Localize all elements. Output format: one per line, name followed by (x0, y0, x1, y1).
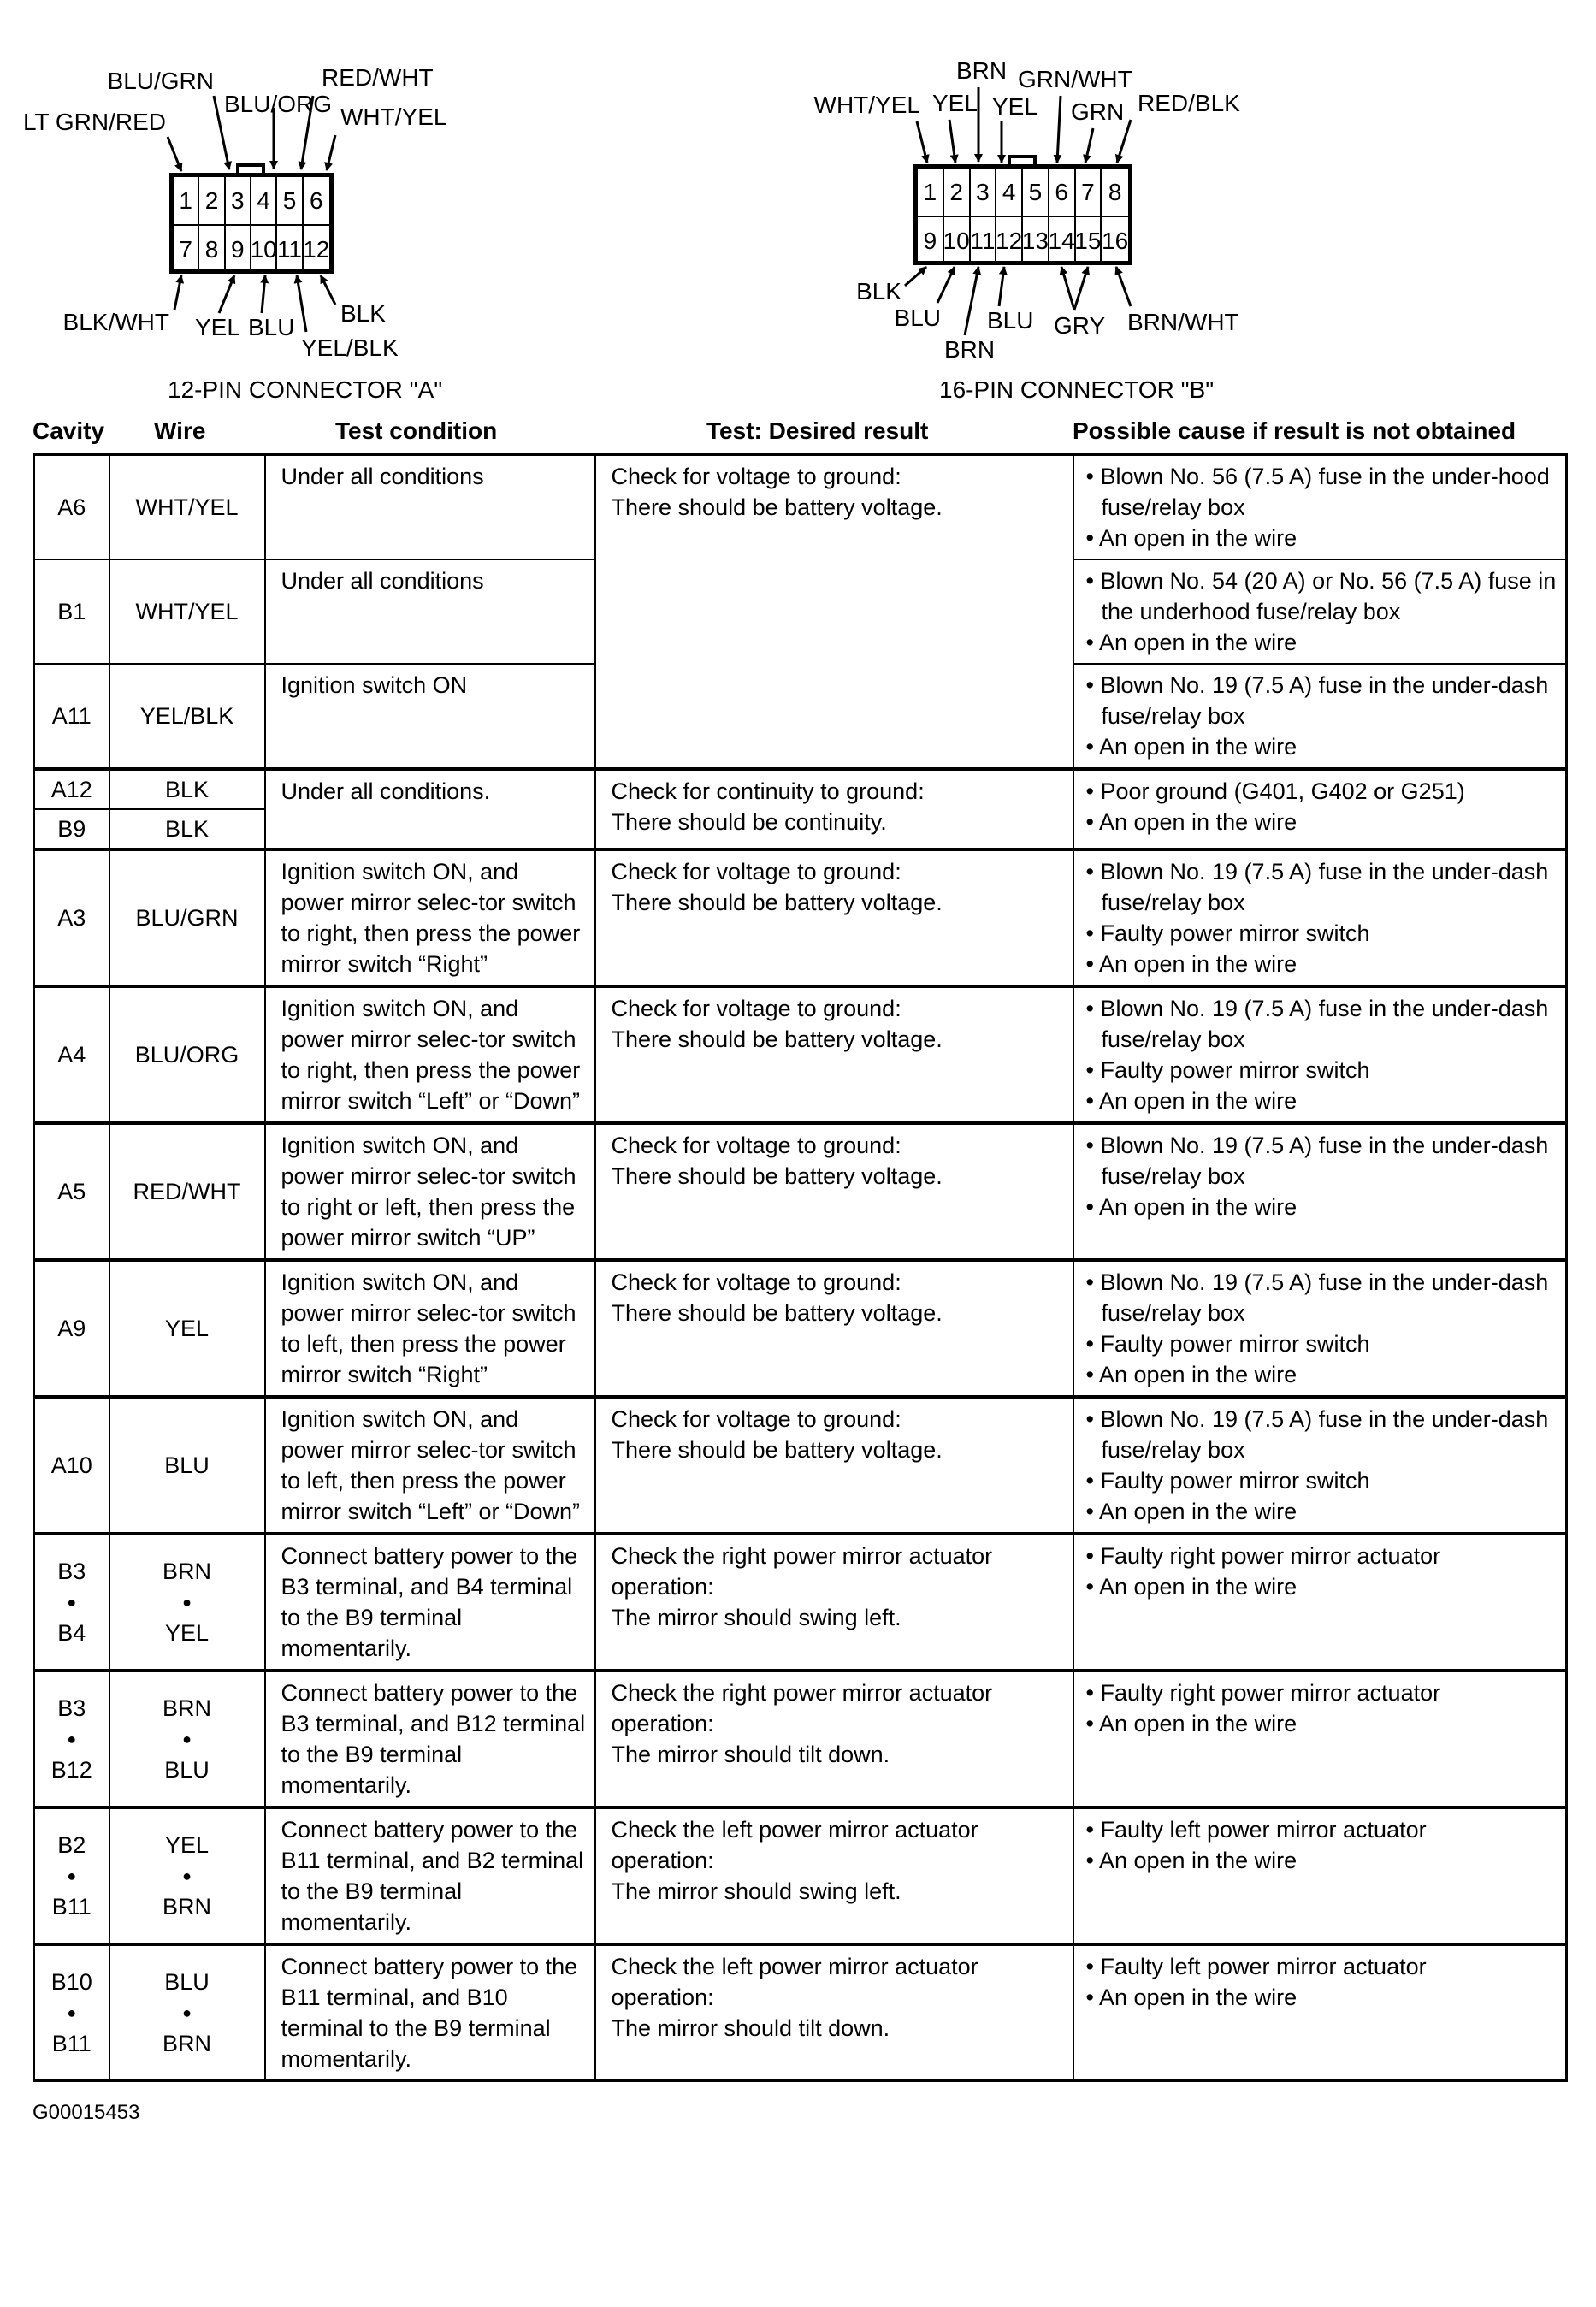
wire-a: BRN (162, 1695, 211, 1721)
cavity-a: B3 (57, 1559, 86, 1584)
test-table (33, 453, 1568, 2082)
arrow-b7 (1085, 128, 1093, 163)
arrow-b2 (949, 120, 955, 163)
wire-cell: BLU/GRN (109, 849, 265, 986)
wire-cell: BLU (109, 1397, 265, 1534)
table-row (34, 1534, 1567, 1671)
connector-b-bottom-row (918, 216, 1128, 264)
header-cavity: Cavity (33, 417, 105, 444)
connector-b-pin-3: 3 (971, 169, 997, 216)
figure-id: G00015453 (33, 2101, 140, 2124)
arrow-b6 (1057, 96, 1061, 163)
cause-item: • Blown No. 19 (7.5 A) fuse in the under-dash fuse/relay box (1085, 996, 1549, 1052)
wire-cell: WHT/YEL (109, 455, 265, 560)
dot-separator: ● (67, 1867, 77, 1884)
wire-cell (109, 1534, 265, 1671)
conn-a-label-pin12: BLK (340, 300, 386, 327)
connector-a-pin-11: 11 (277, 226, 303, 273)
result-cell: Check the left power mirror actuator operation: The mirror should tilt down. (595, 1944, 1073, 2081)
cause-cell (1073, 1260, 1567, 1397)
cause-item: • An open in the wire (1085, 734, 1297, 760)
wire-cell (109, 1671, 265, 1807)
conn-a-label-pin4: BLU/ORG (224, 91, 333, 117)
condition-cell: Under all conditions. (265, 769, 595, 849)
dot-separator: ● (182, 1730, 192, 1748)
wire-cell: RED/WHT (109, 1123, 265, 1260)
cavity-cell: A5 (34, 1123, 109, 1260)
condition-cell: Under all conditions (265, 559, 595, 664)
cavity-cell: B9 (34, 809, 109, 849)
cause-item: • An open in the wire (1085, 1574, 1297, 1600)
cause-item: • Faulty left power mirror actuator (1085, 1817, 1427, 1843)
connector-b-pin-1: 1 (918, 169, 944, 216)
conn-a-label-pin1: LT GRN/RED (23, 109, 166, 135)
condition-cell: Ignition switch ON, and power mirror selec-tor switch to right or left, then press the power mirror switch “UP” (265, 1123, 595, 1260)
connector-a-pin-6: 6 (310, 186, 323, 214)
cause-item: • Poor ground (G401, G402 or G251) (1085, 778, 1465, 804)
conn-b-label-pin6: GRN/WHT (1018, 66, 1132, 92)
connector-b-pin-7: 7 (1076, 169, 1102, 216)
cause-cell (1073, 769, 1567, 849)
conn-a-label-pin11: YEL/BLK (301, 334, 399, 361)
connector-b-pin-11: 11 (971, 217, 997, 264)
table-row (34, 849, 1567, 986)
cause-item: • An open in the wire (1085, 951, 1297, 977)
cause-item: • Faulty power mirror switch (1085, 920, 1370, 946)
cause-item: • Blown No. 56 (7.5 A) fuse in the under-hood fuse/relay box (1085, 464, 1550, 520)
cause-item: • Faulty power mirror switch (1085, 1331, 1370, 1357)
dot-separator: ● (182, 1594, 192, 1611)
wire-a: BLU (164, 1969, 210, 1995)
conn-b-label-pin7: GRN (1071, 98, 1125, 125)
connector-a-pin-3: 3 (226, 177, 251, 224)
condition-cell: Ignition switch ON, and power mirror selec-tor switch to left, then press the power mirror switch “Left” or “Down” (265, 1397, 595, 1534)
cause-item: • Faulty left power mirror actuator (1085, 1954, 1427, 1979)
cause-cell (1073, 1534, 1567, 1671)
arrow-b15 (1074, 267, 1088, 310)
cause-cell (1073, 986, 1567, 1123)
cavity-a: B10 (50, 1969, 92, 1995)
condition-cell: Connect battery power to the B11 terminal, and B2 terminal to the B9 terminal momentarily. (265, 1807, 595, 1944)
cavity-a: B3 (57, 1695, 86, 1721)
header-possible-cause: Possible cause if result is not obtained (1073, 417, 1516, 444)
connector-diagrams (0, 0, 1596, 409)
cavity-cell: A10 (34, 1397, 109, 1534)
table-row (34, 1671, 1567, 1807)
arrow-b16 (1116, 267, 1131, 306)
conn-b-label-pin4: YEL (992, 93, 1037, 120)
result-cell: Check for voltage to ground: There should be battery voltage. (595, 986, 1073, 1123)
wire-cell: YEL (109, 1260, 265, 1397)
wire-cell: BLK (109, 769, 265, 809)
connector-b-pin-13: 13 (1023, 217, 1049, 264)
connector-a-bottom-row (174, 224, 329, 273)
cause-cell (1073, 849, 1567, 986)
cause-item: • Faulty power mirror switch (1085, 1057, 1370, 1083)
table-row (34, 455, 1567, 560)
connector-b-pin-2: 2 (944, 169, 971, 216)
conn-b-label-pin10: BLU (894, 305, 941, 331)
cavity-b: B4 (57, 1620, 86, 1646)
dot-separator: ● (67, 1594, 77, 1611)
connector-b-top-row (918, 169, 1128, 216)
wire-b: BRN (162, 1894, 211, 1920)
connector-b-pin-8: 8 (1108, 178, 1122, 205)
arrow-b1 (917, 121, 927, 163)
arrow-a12 (321, 275, 335, 305)
cavity-cell (34, 1534, 109, 1671)
condition-cell: Ignition switch ON, and power mirror selec-tor switch to right, then press the power mirror switch “Right” (265, 849, 595, 986)
conn-b-label-pin11: BRN (944, 336, 996, 363)
table-header-row (0, 409, 1596, 453)
result-cell: Check the left power mirror actuator operation: The mirror should swing left. (595, 1807, 1073, 1944)
connector-b-caption: 16-PIN CONNECTOR "B" (939, 376, 1215, 403)
cavity-b: B12 (50, 1757, 92, 1783)
wire-b: BRN (162, 2031, 211, 2056)
wire-a: BRN (162, 1559, 211, 1584)
conn-b-label-pin9: BLK (856, 278, 901, 305)
conn-b-label-pin3: BRN (956, 57, 1008, 84)
condition-cell: Connect battery power to the B3 terminal, and B4 terminal to the B9 terminal momentarily. (265, 1534, 595, 1671)
connector-b-pin-6: 6 (1049, 169, 1076, 216)
table-row (34, 1123, 1567, 1260)
cavity-cell: A4 (34, 986, 109, 1123)
conn-a-label-pin6: WHT/YEL (340, 104, 447, 130)
conn-a-label-pin3: BLU/GRN (107, 68, 214, 94)
result-cell: Check for voltage to ground: There should be battery voltage. (595, 1260, 1073, 1397)
connector-a-pin-12: 12 (303, 235, 330, 263)
connector-b-pin-5: 5 (1023, 169, 1049, 216)
cavity-cell: B1 (34, 559, 109, 664)
conn-a-label-pin10: BLU (248, 314, 295, 340)
table-row (34, 1807, 1567, 1944)
cause-cell (1073, 1944, 1567, 2081)
arrow-b14 (1061, 267, 1074, 310)
header-desired-result: Test: Desired result (706, 417, 929, 444)
arrow-b9 (905, 267, 926, 286)
connector-b-body (913, 164, 1132, 265)
cavity-b: B11 (51, 1894, 92, 1920)
cause-item: • Blown No. 54 (20 A) or No. 56 (7.5 A) fuse in the underhood fuse/relay box (1085, 568, 1557, 624)
connector-b-pin-16: 16 (1102, 227, 1129, 254)
wire-cell (109, 1807, 265, 1944)
dot-separator: ● (182, 2004, 192, 2021)
cause-cell (1073, 664, 1567, 769)
header-test-condition: Test condition (335, 417, 498, 444)
cause-item: • Blown No. 19 (7.5 A) fuse in the under-dash fuse/relay box (1085, 1269, 1549, 1326)
arrow-a9 (219, 275, 234, 313)
wire-cell: YEL/BLK (109, 664, 265, 769)
result-cell: Check for voltage to ground: There should be battery voltage. (595, 1123, 1073, 1260)
connector-b-pin-12: 12 (996, 217, 1023, 264)
cause-cell (1073, 1671, 1567, 1807)
cause-item: • An open in the wire (1085, 1848, 1297, 1873)
dot-separator: ● (182, 1867, 192, 1884)
result-cell: Check for voltage to ground: There should be battery voltage. (595, 849, 1073, 986)
result-cell: Check the right power mirror actuator operation: The mirror should tilt down. (595, 1671, 1073, 1807)
result-cell: Check the right power mirror actuator operation: The mirror should swing left. (595, 1534, 1073, 1671)
cause-item: • Faulty power mirror switch (1085, 1468, 1370, 1494)
condition-cell: Under all conditions (265, 455, 595, 560)
cause-item: • An open in the wire (1085, 1499, 1297, 1524)
cavity-cell: A12 (34, 769, 109, 809)
arrow-b12 (999, 267, 1004, 306)
conn-b-label-pin14-15: GRY (1054, 312, 1106, 339)
connector-a-pin-7: 7 (174, 226, 199, 273)
cause-cell (1073, 1123, 1567, 1260)
cavity-cell (34, 1671, 109, 1807)
cavity-cell: A9 (34, 1260, 109, 1397)
cause-cell (1073, 559, 1567, 664)
table-row (34, 1944, 1567, 2081)
conn-b-label-pin16: BRN/WHT (1127, 309, 1239, 335)
arrow-a10 (262, 275, 265, 313)
cause-item: • An open in the wire (1085, 1362, 1297, 1387)
arrow-a1 (168, 137, 181, 171)
result-cell: Check for voltage to ground: There should be battery voltage. (595, 455, 1073, 770)
cause-cell (1073, 1807, 1567, 1944)
cavity-cell (34, 1807, 109, 1944)
table-wrapper (0, 453, 1596, 2082)
condition-cell: Ignition switch ON (265, 664, 595, 769)
cause-item: • An open in the wire (1085, 809, 1297, 835)
connector-b-pin-10: 10 (944, 217, 971, 264)
cause-item: • Blown No. 19 (7.5 A) fuse in the under-dash fuse/relay box (1085, 1133, 1549, 1189)
result-cell: Check for continuity to ground: There should be continuity. (595, 769, 1073, 849)
cause-item: • An open in the wire (1085, 525, 1297, 551)
cause-item: • Blown No. 19 (7.5 A) fuse in the under-dash fuse/relay box (1085, 672, 1549, 729)
conn-b-label-pin1: WHT/YEL (813, 92, 920, 118)
wire-cell (109, 1944, 265, 2081)
cavity-cell (34, 1944, 109, 2081)
arrow-b11 (965, 267, 978, 335)
connector-a-pin-5: 5 (277, 177, 303, 224)
dot-separator: ● (67, 2004, 77, 2021)
connector-a-pin-9: 9 (226, 226, 251, 273)
header-wire: Wire (154, 417, 206, 444)
conn-b-label-pin8: RED/BLK (1138, 90, 1240, 116)
connector-a-caption: 12-PIN CONNECTOR "A" (168, 376, 443, 403)
conn-a-label-pin9: YEL (195, 314, 240, 340)
table-row (34, 986, 1567, 1123)
cause-cell (1073, 455, 1567, 560)
connector-a-top-row (174, 177, 329, 224)
wire-a: YEL (164, 1832, 210, 1858)
cavity-cell: A6 (34, 455, 109, 560)
cause-item: • An open in the wire (1085, 1985, 1297, 2010)
conn-b-label-pin2: YEL (932, 90, 978, 116)
connector-a-body (169, 173, 334, 274)
cavity-cell: A11 (34, 664, 109, 769)
connector-a-pin-2: 2 (199, 177, 225, 224)
wire-cell: BLU/ORG (109, 986, 265, 1123)
wire-b: BLU (164, 1757, 210, 1783)
table-row (34, 1397, 1567, 1534)
cause-item: • Blown No. 19 (7.5 A) fuse in the under-dash fuse/relay box (1085, 1406, 1549, 1463)
condition-cell: Ignition switch ON, and power mirror selec-tor switch to right, then press the power mirror switch “Left” or “Down” (265, 986, 595, 1123)
connector-a-pin-1: 1 (174, 177, 199, 224)
conn-b-label-pin12: BLU (987, 307, 1034, 334)
cause-item: • An open in the wire (1085, 1711, 1297, 1736)
cause-item: • Blown No. 19 (7.5 A) fuse in the under-dash fuse/relay box (1085, 859, 1549, 915)
cavity-b: B11 (51, 2031, 92, 2056)
connector-b-pin-15: 15 (1076, 217, 1102, 264)
wire-cell: WHT/YEL (109, 559, 265, 664)
cavity-cell: A3 (34, 849, 109, 986)
connector-a-pin-8: 8 (199, 226, 225, 273)
arrow-a6 (327, 135, 335, 170)
arrow-b8 (1117, 120, 1131, 163)
cause-item: • Faulty right power mirror actuator (1085, 1543, 1441, 1569)
cause-item: • An open in the wire (1085, 630, 1297, 655)
condition-cell: Ignition switch ON, and power mirror selec-tor switch to left, then press the power mirror switch “Right” (265, 1260, 595, 1397)
arrow-a11 (297, 275, 306, 332)
conn-a-label-pin5: RED/WHT (322, 64, 434, 91)
cause-item: • An open in the wire (1085, 1088, 1297, 1114)
wire-cell: BLK (109, 809, 265, 849)
result-cell: Check for voltage to ground: There should be battery voltage. (595, 1397, 1073, 1534)
wire-b: YEL (164, 1620, 210, 1646)
cause-item: • Faulty right power mirror actuator (1085, 1680, 1441, 1706)
arrow-a7 (174, 275, 181, 310)
condition-cell: Connect battery power to the B3 terminal, and B12 terminal to the B9 terminal momentarily. (265, 1671, 595, 1807)
connector-b-pin-14: 14 (1049, 217, 1076, 264)
table-row (34, 769, 1567, 809)
connector-a-pin-10: 10 (251, 226, 277, 273)
arrow-b10 (937, 267, 955, 303)
table-row (34, 1260, 1567, 1397)
dot-separator: ● (67, 1730, 77, 1748)
conn-a-label-pin7: BLK/WHT (62, 309, 169, 335)
connector-a-pin-4: 4 (251, 177, 277, 224)
connector-b-pin-4: 4 (996, 169, 1023, 216)
cause-item: • An open in the wire (1085, 1194, 1297, 1220)
condition-cell: Connect battery power to the B11 terminal, and B10 terminal to the B9 terminal momentarily. (265, 1944, 595, 2081)
cause-cell (1073, 1397, 1567, 1534)
connector-b-pin-9: 9 (918, 217, 944, 264)
cavity-a: B2 (57, 1832, 86, 1858)
